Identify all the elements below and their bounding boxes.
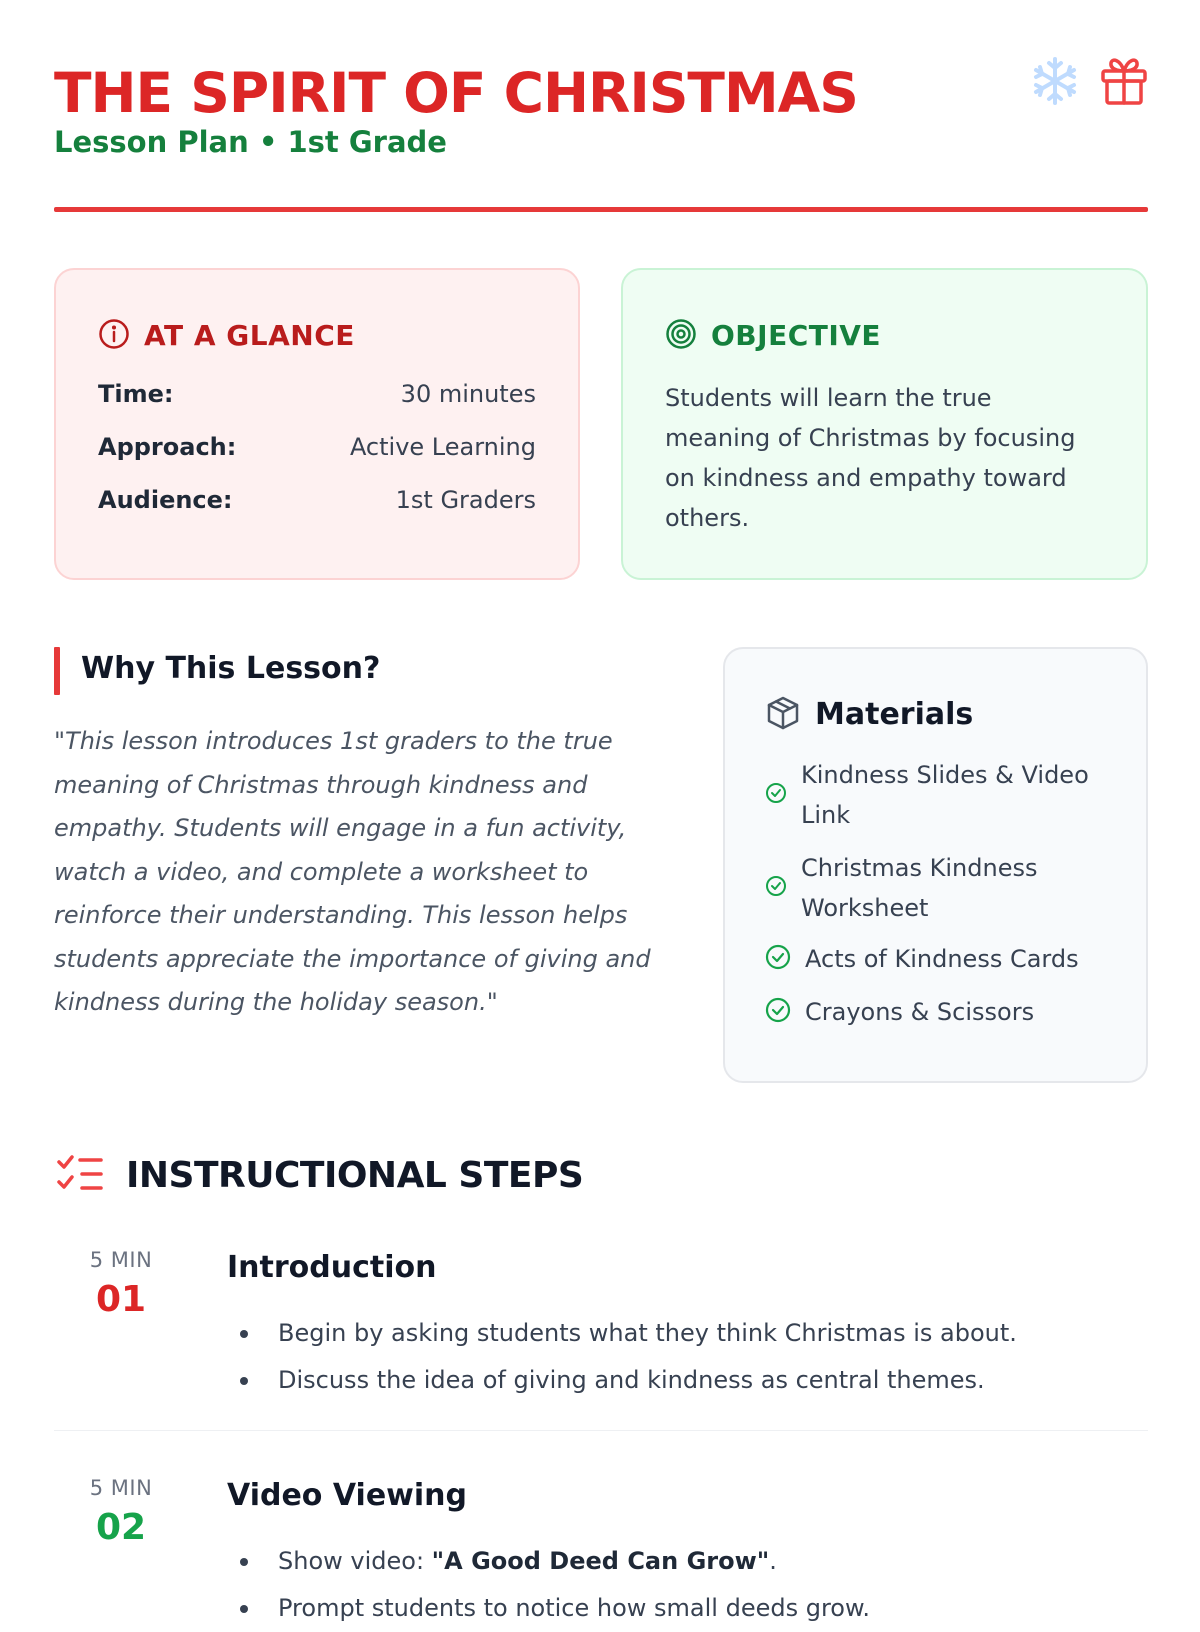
step-bullet: Prompt students to notice how small deeds grow. <box>240 1585 870 1632</box>
check-circle-icon <box>765 782 787 808</box>
step-divider <box>54 1430 1148 1431</box>
why-heading: Why This Lesson? <box>81 651 381 686</box>
checklist-icon <box>56 1154 104 1198</box>
at-a-glance-card <box>54 268 580 580</box>
at-a-glance-heading: AT A GLANCE <box>144 319 355 352</box>
info-icon <box>98 318 130 354</box>
glance-label: Audience: <box>98 486 233 514</box>
step-bullets <box>240 1538 870 1632</box>
step-number: 01 <box>95 1279 147 1320</box>
glance-label: Time: <box>98 380 174 408</box>
snowflake-icon <box>1030 56 1080 106</box>
page-header <box>54 54 1148 214</box>
glance-row-time <box>98 378 536 410</box>
step-bullet: Discuss the idea of giving and kindness as central themes. <box>240 1357 1017 1404</box>
step-meta <box>54 1246 188 1322</box>
glance-row-audience <box>98 484 536 516</box>
steps-header <box>56 1152 583 1200</box>
objective-header <box>665 318 881 354</box>
bullet-text: Show video: <box>278 1547 432 1575</box>
header-divider <box>54 207 1148 212</box>
glance-value: 1st Graders <box>395 486 536 514</box>
materials-header <box>765 695 973 735</box>
materials-item <box>765 992 1126 1032</box>
materials-item <box>765 939 1126 979</box>
materials-item-label: Acts of Kindness Cards <box>805 945 1079 973</box>
step-title: Video Viewing <box>227 1478 467 1513</box>
step-meta <box>54 1474 188 1550</box>
objective-text: Students will learn the true meaning of Christmas by focusing on kindness and empathy toward others. <box>665 384 1076 532</box>
why-accent-bar <box>54 647 60 695</box>
step-duration: 5 MIN <box>89 1476 153 1500</box>
materials-item-label: Kindness Slides & Video Link <box>801 761 1089 829</box>
materials-card <box>723 647 1148 1083</box>
page-subtitle: Lesson Plan • 1st Grade <box>54 125 447 159</box>
glance-value: 30 minutes <box>400 380 536 408</box>
check-circle-icon <box>765 944 791 974</box>
objective-heading: OBJECTIVE <box>711 319 882 352</box>
objective-card <box>621 268 1148 580</box>
video-title: "A Good Deed Can Grow" <box>431 1547 770 1575</box>
at-a-glance-header <box>98 318 355 354</box>
step-title: Introduction <box>227 1250 437 1285</box>
bullet-text: . <box>769 1547 777 1575</box>
step-number: 02 <box>95 1507 147 1548</box>
check-circle-icon <box>765 875 787 901</box>
glance-row-approach <box>98 431 536 463</box>
materials-item <box>765 755 1105 835</box>
materials-item-label: Christmas Kindness Worksheet <box>801 854 1038 922</box>
steps-heading: INSTRUCTIONAL STEPS <box>126 1155 584 1196</box>
gift-icon <box>1100 56 1148 106</box>
target-icon <box>665 318 697 354</box>
package-icon <box>765 695 801 735</box>
glance-label: Approach: <box>98 433 237 461</box>
glance-value: Active Learning <box>349 433 536 461</box>
step-bullet <box>240 1538 870 1585</box>
materials-heading: Materials <box>815 697 974 732</box>
step-bullet: Begin by asking students what they think Christmas is about. <box>240 1310 1017 1357</box>
step-bullets <box>240 1310 1017 1404</box>
check-circle-icon <box>765 997 791 1027</box>
page-title: THE SPIRIT OF CHRISTMAS <box>54 61 858 125</box>
step-duration: 5 MIN <box>89 1248 153 1272</box>
header-icons <box>1030 56 1148 106</box>
why-quote: "This lesson introduces 1st graders to the true meaning of Christmas through kindness and empathy. Students will engage in a fun activity, watch a video, and complete a worksheet to reinforce their understanding. This lesson helps students appreciate the importance of giving and kindness during the holiday season." <box>54 727 651 1016</box>
materials-item-label: Crayons & Scissors <box>805 998 1035 1026</box>
materials-item <box>765 848 1085 928</box>
